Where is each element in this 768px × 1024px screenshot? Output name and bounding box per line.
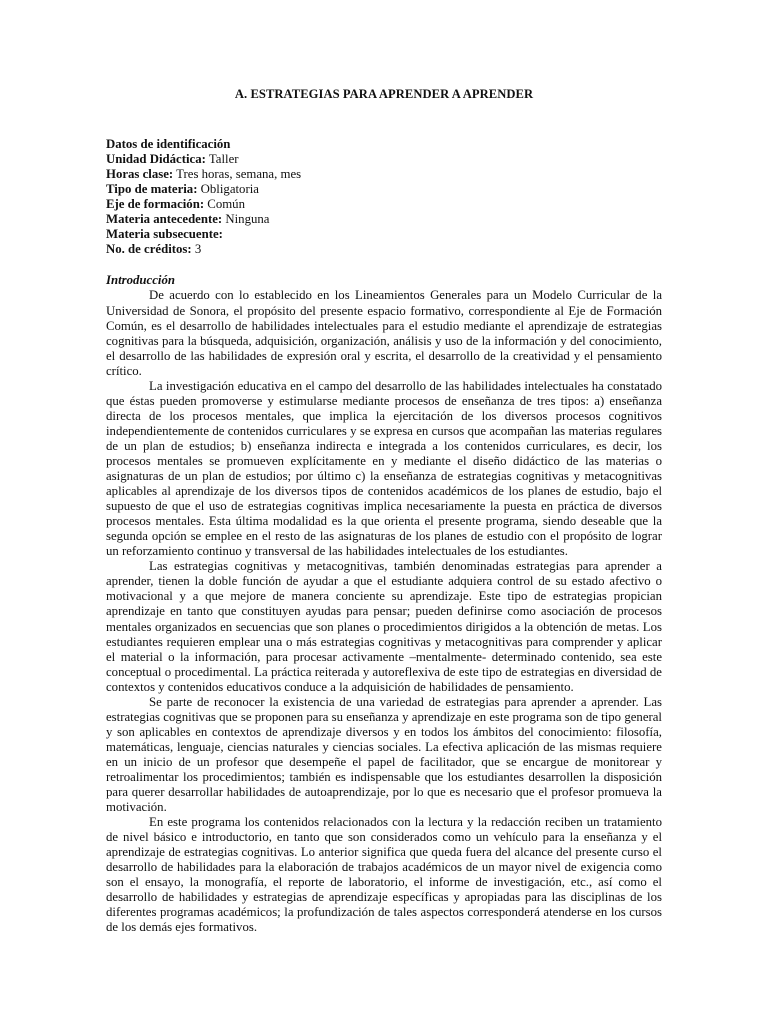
field-horas-clase xyxy=(106,167,662,182)
identification-block xyxy=(106,137,662,257)
paragraph: De acuerdo con lo establecido en los Lineamientos Generales para un Modelo Curricular de la Universidad de Sonora, el propósito del presente espacio formativo, correspondiente al Eje de Formación Común, es el desarrollo de habilidades intelectuales para el estudio mediante el aprendizaje de estrategias cognitivas para la búsqueda, adquisición, organización, análisis y uso de la información y del conocimiento, el desarrollo de las habilidades de expresión oral y escrita, el desarrollo de la creatividad y el pensamiento crítico. xyxy=(106,288,662,378)
field-materia-antecedente xyxy=(106,212,662,227)
field-value: Común xyxy=(204,197,245,212)
paragraph: Las estrategias cognitivas y metacognitivas, también denominadas estrategias para aprender a aprender, tienen la doble función de ayudar a que el estudiante adquiera control de su estado afectivo o motivacional y a que mejore de manera conciente su aprendizaje. Este tipo de estrategias propician aprendizaje en tanto que constituyen ayudas para pensar; pueden definirse como asociación de procesos mentales organizados en secuencias que son planes o procedimientos dirigidos a la obtención de metas. Los estudiantes requieren emplear una o más estrategias cognitivas y metacognitivas para comprender y aplicar el material o la información, para procesar activamente –mentalmente- determinado contenido, sea este conceptual o procedimental. La práctica reiterada y autoreflexiva de este tipo de estrategias en diversidad de contextos y contenidos educativos conduce a la adquisición de habilidades de pensamiento. xyxy=(106,559,662,694)
field-value: Obligatoria xyxy=(197,182,259,197)
field-creditos xyxy=(106,242,662,257)
field-label: Materia subsecuente: xyxy=(106,227,223,242)
field-value: 3 xyxy=(191,242,202,257)
field-value: Tres horas, semana, mes xyxy=(173,167,302,182)
field-eje-formacion xyxy=(106,197,662,212)
field-materia-subsecuente xyxy=(106,227,662,242)
introduction-heading: Introducción xyxy=(106,273,175,288)
field-label: Horas clase: xyxy=(106,167,174,182)
document-title: A. ESTRATEGIAS PARA APRENDER A APRENDER xyxy=(234,87,534,101)
paragraph: La investigación educativa en el campo del desarrollo de las habilidades intelectuales ha constatado que éstas pueden promoverse y estimularse mediante procesos de enseñanza de tres tipos: a) enseñanza directa de los procesos mentales, que implica la ejercitación de los diversos procesos cognitivos independientemente de contenidos curriculares y se expresa en cursos que acompañan las materias regulares de un plan de estudios; b) enseñanza indirecta e integrada a los contenidos curriculares, es decir, los procesos mentales se promueven explícitamente en y mediante el diseño didáctico de las materias o asignaturas de un plan de estudios; por último c) la enseñanza de estrategias cognitivas y metacognitivas aplicables al aprendizaje de los diversos tipos de contenidos académicos de los planes de estudio, bajo el supuesto de que el uso de estrategias cognitivas implica necesariamente la puesta en práctica de diversos procesos mentales. Esta última modalidad es la que orienta el presente programa, siendo deseable que la segunda opción se emplee en el resto de las asignaturas de los planes de estudio con el propósito de lograr un reforzamiento continuo y transversal de las habilidades intelectuales de los estudiantes. xyxy=(106,378,662,559)
field-label: Materia antecedente: xyxy=(106,212,223,227)
field-value: Ninguna xyxy=(222,212,270,227)
paragraph: En este programa los contenidos relacionados con la lectura y la redacción reciben un tratamiento de nivel básico e introductorio, en tanto que son considerados como un vehículo para la enseñanza y el aprendizaje de estrategias cognitivas. Lo anterior significa que queda fuera del alcance del presente curso el desarrollo de habilidades para la elaboración de trabajos académicos de un mayor nivel de exigencia como son el ensayo, la monografía, el reporte de laboratorio, el informe de investigación, etc., así como el desarrollo de habilidades y estrategias de aprendizaje específicas y apropiadas para las disciplinas de los diferentes programas académicos; la profundización de tales aspectos corresponderá atenderse en los cursos de los demás ejes formativos. xyxy=(106,815,662,935)
field-label: Eje de formación: xyxy=(106,197,205,212)
identification-heading: Datos de identificación xyxy=(106,137,231,152)
field-label: No. de créditos: xyxy=(106,242,192,257)
field-label: Tipo de materia: xyxy=(106,182,198,197)
paragraph: Se parte de reconocer la existencia de una variedad de estrategias para aprender a aprender. Las estrategias cognitivas que se proponen para su enseñanza y aprendizaje en este programa son de tipo general y son aplicables en contextos de aprendizaje diversos y en todos los ámbitos del conocimiento: filosofía, matemáticas, lenguaje, ciencias naturales y ciencias sociales. La efectiva aplicación de las mismas requiere en un inicio de un profesor que desempeñe el papel de facilitador, que se encargue de monitorear y retroalimentar los procedimientos; también es indispensable que los estudiantes desarrollen la disposición para querer desarrollar habilidades de autoaprendizaje, por lo que es necesario que el profesor promueva la motivación. xyxy=(106,694,662,815)
document-page xyxy=(106,87,662,935)
field-unidad-didactica xyxy=(106,152,662,167)
field-value: Taller xyxy=(205,152,239,167)
field-tipo-materia xyxy=(106,182,662,197)
field-label: Unidad Didáctica: xyxy=(106,152,206,167)
